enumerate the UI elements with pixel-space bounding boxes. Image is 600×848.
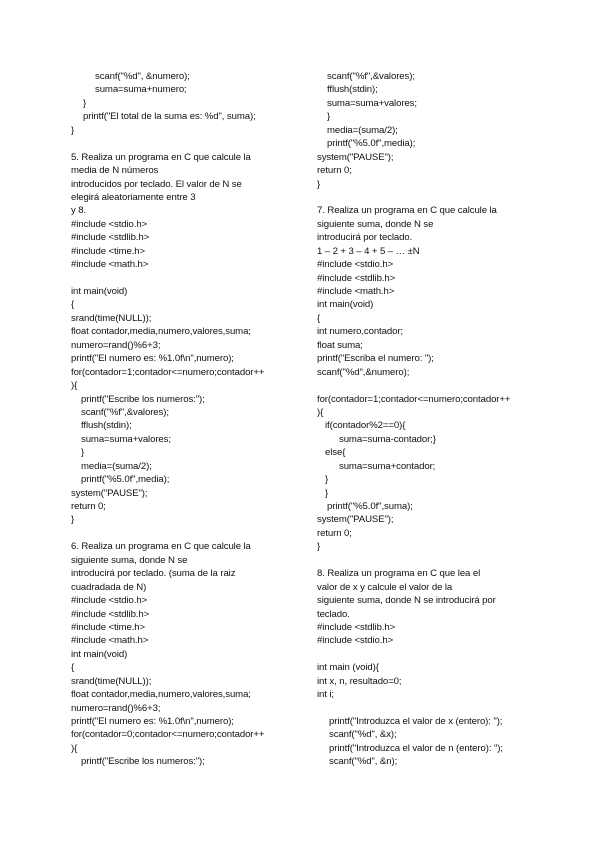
text-line: #include <time.h> — [71, 245, 146, 257]
text-line — [317, 379, 567, 392]
text-line: } — [325, 474, 329, 486]
text-line: media de N números — [71, 165, 159, 177]
text-line: printf("%5.0f",suma); — [327, 501, 413, 512]
text-line — [317, 554, 567, 567]
text-line: suma=suma+contador; — [339, 460, 436, 472]
text-line: y 8. — [71, 205, 87, 217]
text-line — [71, 137, 321, 150]
text-line: { — [317, 312, 321, 324]
text-line: cuadradada de N) — [71, 581, 147, 593]
text-line: #include <stdlib.h> — [317, 272, 396, 284]
text-line: introducidos por teclado. El valor de N se — [71, 178, 242, 190]
text-line: #include <math.h> — [71, 259, 149, 271]
text-line: printf("Introduzca el valor de x (entero): "); — [329, 716, 503, 727]
text-line: scanf("%f",&valores); — [327, 71, 415, 82]
text-line: suma=suma+numero; — [95, 84, 187, 96]
text-line: } — [71, 124, 75, 136]
left-text-column — [71, 70, 321, 769]
text-line: } — [327, 111, 331, 123]
text-line: scanf("%d", &numero); — [95, 71, 190, 82]
text-line: 8. Realiza un programa en C que lea el — [317, 568, 481, 580]
text-line: system("PAUSE"); — [317, 514, 394, 526]
text-line: int main(void) — [71, 286, 128, 297]
text-line: #include <stdio.h> — [317, 635, 394, 647]
text-line — [317, 702, 567, 715]
text-line: printf("%5.0f",media); — [327, 138, 416, 150]
text-line: suma=suma+valores; — [81, 433, 171, 445]
text-line: return 0; — [71, 501, 106, 512]
text-line: ){ — [71, 380, 78, 392]
text-line: } — [317, 178, 321, 190]
text-line: int main(void) — [71, 648, 128, 660]
text-line: printf("Escriba el numero: "); — [317, 353, 434, 365]
text-line: 5. Realiza un programa en C que calcule la — [71, 151, 251, 163]
text-line: introducirá por teclado. (suma de la raiz — [71, 568, 236, 580]
right-text-column — [317, 70, 567, 769]
text-line: for(contador=0;contador<=numero;contador++ — [71, 729, 265, 741]
text-line: #include <stdlib.h> — [317, 621, 396, 633]
text-line: printf("Introduzca el valor de n (entero): "); — [329, 742, 503, 754]
text-line: else{ — [325, 447, 346, 459]
text-line: #include <stdio.h> — [71, 218, 148, 230]
text-line: printf("Escribe los numeros:"); — [81, 393, 205, 405]
text-line: { — [71, 299, 75, 311]
text-line: elegirá aleatoriamente entre 3 — [71, 191, 196, 203]
text-line: int main (void){ — [317, 662, 379, 674]
text-line — [317, 648, 567, 661]
text-line: scanf("%d", &x); — [329, 729, 397, 741]
text-line: #include <time.h> — [71, 621, 146, 633]
text-line: int x, n, resultado=0; — [317, 675, 402, 687]
text-line: float suma; — [317, 339, 363, 351]
text-line — [317, 191, 567, 204]
text-line: system("PAUSE"); — [71, 487, 148, 499]
text-line: #include <stdio.h> — [317, 259, 394, 271]
text-line: 6. Realiza un programa en C que calcule la — [71, 541, 251, 553]
text-line: siguiente suma, donde N se introducirá por — [317, 595, 496, 607]
text-line: printf("El numero es: %1.0f\n",numero); — [71, 716, 234, 727]
text-line: } — [81, 447, 85, 459]
text-line: media=(suma/2); — [81, 460, 152, 472]
text-line: scanf("%d", &n); — [329, 756, 398, 768]
text-line — [71, 272, 321, 285]
text-line: int main(void) — [317, 299, 374, 311]
text-line: siguiente suma, donde N se — [71, 554, 188, 566]
text-line: printf("%5.0f",media); — [81, 474, 170, 486]
text-line: printf("El total de la suma es: %d", suma); — [83, 111, 256, 123]
text-line: siguiente suma, donde N se — [317, 218, 434, 230]
text-line — [71, 527, 321, 540]
text-line: } — [71, 514, 75, 526]
text-line: #include <math.h> — [317, 286, 395, 297]
text-line: printf("Escribe los numeros:"); — [81, 756, 205, 768]
text-line: numero=rand()%6+3; — [71, 702, 161, 714]
text-line: numero=rand()%6+3; — [71, 339, 161, 351]
text-line: } — [317, 541, 321, 553]
text-line: #include <math.h> — [71, 635, 149, 647]
text-line: valor de x y calcule el valor de la — [317, 581, 453, 593]
text-line: for(contador=1;contador<=numero;contador++ — [317, 393, 511, 405]
text-line: float contador,media,numero,valores,suma; — [71, 326, 251, 338]
text-line: teclado. — [317, 608, 350, 620]
text-line: system("PAUSE"); — [317, 151, 394, 163]
text-line: #include <stdio.h> — [71, 595, 148, 607]
text-line: media=(suma/2); — [327, 124, 398, 136]
text-line: return 0; — [317, 527, 352, 539]
text-line: printf("El numero es: %1.0f\n",numero); — [71, 353, 234, 365]
text-line: float contador,media,numero,valores,suma; — [71, 689, 251, 701]
text-line: fflush(stdin); — [327, 84, 378, 96]
text-line: if(contador%2==0){ — [325, 420, 406, 432]
text-line: suma=suma+valores; — [327, 97, 417, 109]
text-line: } — [83, 97, 87, 109]
text-line: int numero,contador; — [317, 326, 403, 338]
text-line: ){ — [71, 742, 78, 754]
text-line: introducirá por teclado. — [317, 232, 413, 244]
text-line: suma=suma-contador;} — [339, 433, 436, 445]
text-line: } — [325, 487, 329, 499]
text-line: #include <stdlib.h> — [71, 232, 150, 244]
text-line: return 0; — [317, 165, 352, 177]
text-line: srand(time(NULL)); — [71, 312, 152, 324]
text-line: scanf("%d",&numero); — [317, 366, 410, 378]
text-line: for(contador=1;contador<=numero;contador++ — [71, 366, 265, 378]
text-line: fflush(stdin); — [81, 420, 132, 432]
text-line: ){ — [317, 406, 324, 418]
text-line: 7. Realiza un programa en C que calcule la — [317, 205, 497, 217]
text-line: { — [71, 662, 75, 674]
text-line: scanf("%f",&valores); — [81, 406, 169, 418]
text-line: srand(time(NULL)); — [71, 675, 152, 687]
text-line: int i; — [317, 689, 334, 701]
text-line: #include <stdlib.h> — [71, 608, 150, 620]
text-line: 1 – 2 + 3 – 4 + 5 – … ±N — [317, 245, 420, 257]
